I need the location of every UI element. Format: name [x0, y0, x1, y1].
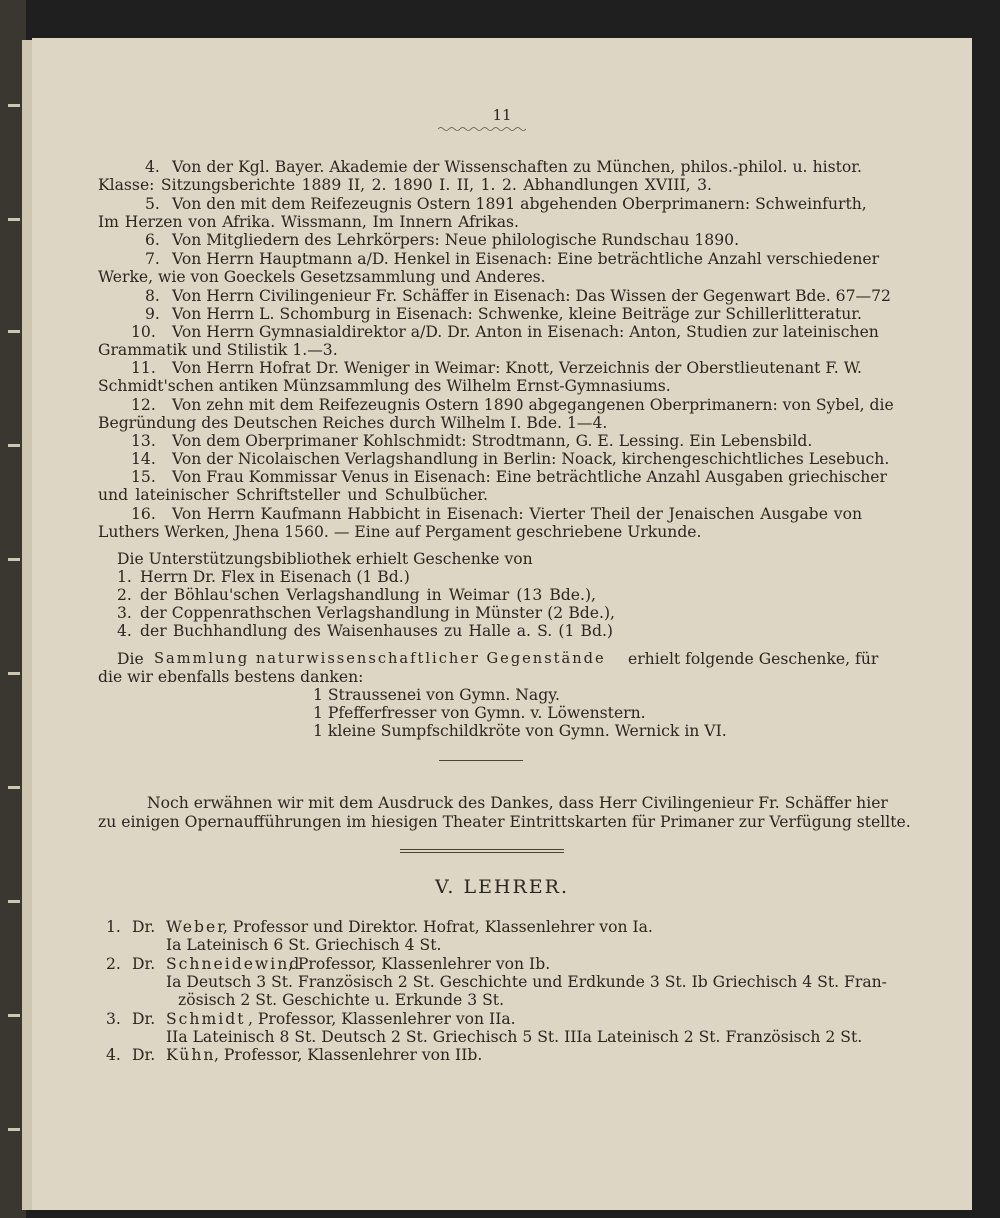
double-rule: [400, 849, 564, 850]
support-item-number: 1.: [117, 568, 132, 586]
donation-number: 4.: [145, 158, 160, 176]
science-intro-line2: die wir ebenfalls bestens danken:: [98, 668, 364, 686]
donation-text: Im Herzen von Afrika. Wissmann, Im Innern Afrikas.: [98, 213, 519, 231]
donation-text: Luthers Werken, Jhena 1560. — Eine auf Pergament geschriebene Urkunde.: [98, 523, 702, 541]
teacher-name: Schneidewind: [166, 955, 302, 973]
donation-number: 12.: [131, 396, 156, 414]
document-page: [32, 38, 972, 1210]
teacher-title: Dr.: [132, 1046, 156, 1064]
teacher-subjects: Ia Deutsch 3 St. Französisch 2 St. Geschichte und Erdkunde 3 St. Ib Griechisch 4 St. Fran-: [166, 973, 887, 991]
donation-number: 11.: [131, 359, 156, 377]
page-content: [32, 38, 972, 1210]
spine-mark: [8, 218, 20, 221]
science-collection-name: Sammlung naturwissenschaftlicher Gegenstände: [154, 650, 606, 667]
teacher-role: , Professor, Klassenlehrer von IIb.: [214, 1046, 483, 1064]
donation-text: und lateinischer Schriftsteller und Schulbücher.: [98, 486, 488, 504]
donation-number: 13.: [131, 432, 156, 450]
donation-text: Von Frau Kommissar Venus in Eisenach: Eine beträchtliche Anzahl Ausgaben griechischer: [172, 468, 887, 486]
page-edge: [22, 40, 32, 1210]
donation-text: Von Mitgliedern des Lehrkörpers: Neue philologische Rundschau 1890.: [172, 231, 740, 249]
teacher-number: 2.: [106, 955, 121, 973]
teacher-subjects: IIa Lateinisch 8 St. Deutsch 2 St. Griechisch 5 St. IIIa Lateinisch 2 St. Französisch 2 St.: [166, 1028, 863, 1046]
double-rule: [400, 852, 564, 853]
teacher-title: Dr.: [132, 918, 156, 936]
donation-text: Klasse: Sitzungsberichte 1889 II, 2. 1890 I. II, 1. 2. Abhandlungen XVIII, 3.: [98, 176, 712, 194]
donation-text: Von dem Oberprimaner Kohlschmidt: Strodtmann, G. E. Lessing. Ein Lebensbild.: [172, 432, 813, 450]
teacher-name: Kühn: [166, 1046, 216, 1064]
donation-number: 14.: [131, 450, 156, 468]
page-number-ornament: [438, 126, 526, 132]
teacher-subjects: zösisch 2 St. Geschichte u. Erkunde 3 St.: [178, 991, 505, 1009]
donation-number: 10.: [131, 323, 156, 341]
donation-text: Von den mit dem Reifezeugnis Ostern 1891 abgehenden Oberprimanern: Schweinfurth,: [172, 195, 867, 213]
science-gift: 1 Straussenei von Gymn. Nagy.: [313, 686, 560, 704]
teacher-number: 4.: [106, 1046, 121, 1064]
donation-text: Von Herrn Gymnasialdirektor a/D. Dr. Anton in Eisenach: Anton, Studien zur lateinischen: [172, 323, 879, 341]
spine-mark: [8, 900, 20, 903]
teacher-role: , Professor, Klassenlehrer von IIa.: [248, 1010, 516, 1028]
donation-text: Von der Kgl. Bayer. Akademie der Wissenschaften zu München, philos.-philol. u. histor.: [172, 158, 862, 176]
spine-mark: [8, 330, 20, 333]
support-item-text: der Coppenrathschen Verlagshandlung in Münster (2 Bde.),: [140, 604, 615, 622]
spine-mark: [8, 1128, 20, 1131]
teacher-role: , Professor und Direktor. Hofrat, Klassenlehrer von Ia.: [223, 918, 653, 936]
donation-text: Von der Nicolaischen Verlagshandlung in Berlin: Noack, kirchengeschichtliches Lesebuch.: [172, 450, 890, 468]
teacher-title: Dr.: [132, 1010, 156, 1028]
spine-mark: [8, 104, 20, 107]
donation-number: 9.: [145, 305, 160, 323]
support-item-number: 3.: [117, 604, 132, 622]
donation-text: Von Herrn Hofrat Dr. Weniger in Weimar: Knott, Verzeichnis der Oberstlieutenant F. W.: [172, 359, 862, 377]
donation-text: Von zehn mit dem Reifezeugnis Ostern 1890 abgegangenen Oberprimanern: von Sybel, die: [172, 396, 894, 414]
page-number: 11: [492, 106, 512, 124]
section-title: V. LEHRER.: [434, 876, 570, 898]
spine-mark: [8, 672, 20, 675]
donation-number: 16.: [131, 505, 156, 523]
teacher-number: 3.: [106, 1010, 121, 1028]
support-library-intro: Die Unterstützungsbibliothek erhielt Geschenke von: [117, 550, 533, 568]
science-gift: 1 kleine Sumpfschildkröte von Gymn. Wernick in VI.: [313, 722, 727, 740]
teacher-title: Dr.: [132, 955, 156, 973]
support-item-text: Herrn Dr. Flex in Eisenach (1 Bd.): [140, 568, 410, 586]
divider: [439, 760, 523, 761]
teacher-subjects: Ia Lateinisch 6 St. Griechisch 4 St.: [166, 936, 442, 954]
closing-note: zu einigen Opernaufführungen im hiesigen Theater Eintrittskarten für Primaner zur Verfügung stellte.: [98, 813, 911, 831]
donation-text: Von Herrn Civilingenieur Fr. Schäffer in Eisenach: Das Wissen der Gegenwart Bde. 67—72: [172, 287, 891, 305]
donation-text: Schmidt'schen antiken Münzsammlung des Wilhelm Ernst-Gymnasiums.: [98, 377, 671, 395]
teacher-name: Weber: [166, 918, 227, 936]
science-intro-start: Die: [117, 650, 144, 668]
teacher-role: , Professor, Klassenlehrer von Ib.: [288, 955, 551, 973]
donation-number: 5.: [145, 195, 160, 213]
teacher-name: Schmidt: [166, 1010, 246, 1028]
support-item-number: 2.: [117, 586, 132, 604]
donation-text: Von Herrn L. Schomburg in Eisenach: Schwenke, kleine Beiträge zur Schillerlitteratur.: [172, 305, 862, 323]
donation-text: Werke, wie von Goeckels Gesetzsammlung und Anderes.: [98, 268, 546, 286]
closing-note: Noch erwähnen wir mit dem Ausdruck des Dankes, dass Herr Civilingenieur Fr. Schäffer hier: [147, 794, 888, 812]
spine-mark: [8, 444, 20, 447]
support-item-text: der Böhlau'schen Verlagshandlung in Weimar (13 Bde.),: [140, 586, 596, 604]
donation-text: Von Herrn Hauptmann a/D. Henkel in Eisenach: Eine beträchtliche Anzahl verschiedener: [172, 250, 880, 268]
spine-mark: [8, 786, 20, 789]
science-gift: 1 Pfefferfresser von Gymn. v. Löwenstern.: [313, 704, 646, 722]
donation-number: 8.: [145, 287, 160, 305]
donation-text: Von Herrn Kaufmann Habbicht in Eisenach: Vierter Theil der Jenaischen Ausgabe von: [172, 505, 862, 523]
support-item-text: der Buchhandlung des Waisenhauses zu Halle a. S. (1 Bd.): [140, 622, 613, 640]
science-intro-end: erhielt folgende Geschenke, für: [628, 650, 879, 668]
teacher-number: 1.: [106, 918, 121, 936]
donation-number: 7.: [145, 250, 160, 268]
donation-number: 15.: [131, 468, 156, 486]
spine-mark: [8, 1014, 20, 1017]
spine-mark: [8, 558, 20, 561]
donation-text: Begründung des Deutschen Reiches durch Wilhelm I. Bde. 1—4.: [98, 414, 608, 432]
donation-number: 6.: [145, 231, 160, 249]
support-item-number: 4.: [117, 622, 132, 640]
donation-text: Grammatik und Stilistik 1.—3.: [98, 341, 338, 359]
